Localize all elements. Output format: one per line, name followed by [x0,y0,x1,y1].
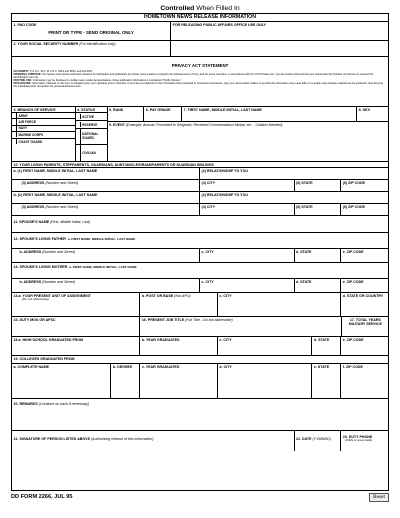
hs-year-field[interactable]: b. YEAR GRADUATED [140,337,218,355]
status-block [76,107,108,161]
rank-label: 5. RANK [109,107,124,112]
checkbox[interactable] [12,139,17,144]
total-years-field[interactable] [342,317,388,336]
post-or-base-field[interactable]: b. POST OR BASE (Not APO) [140,293,218,316]
hometown-news-release-form [11,13,389,491]
parent-a-address-field[interactable]: (3) ADDRESS (Number and Street) [12,180,200,191]
checkbox[interactable] [12,119,17,124]
signature-note: (Authorizing release of this information) [90,437,154,441]
branch-option-coast-guard[interactable]: COAST GUARD [12,139,75,145]
purpose-label: PRINCIPAL PURPOSE: [13,73,42,77]
ssn-field[interactable] [12,41,171,56]
duty-mos-label: 15. DUTY MOS OR AFSC [13,317,56,322]
parent-a-relationship-field[interactable]: (2) RELATIONSHIP TO YOU [201,168,248,173]
spouse-mother-block [12,263,388,293]
pao-use-area [171,22,388,40]
duty-phone-note: (DSN or area code) [345,438,373,443]
checkbox[interactable] [76,145,81,160]
signature-label: 21. SIGNATURE OF PERSON LISTED ABOVE [13,437,90,441]
remarks-field[interactable] [12,399,388,431]
hs-state-field[interactable]: d. STATE [312,337,341,355]
pao-use-label: FOR RELEASING PUBLIC AFFAIRS OFFICE USE ONLY [172,22,267,27]
branch-option-air-force[interactable]: AIR FORCE [12,119,75,125]
pay-grade-label: 6. PAY GRADE [145,107,171,112]
job-title-field[interactable] [140,317,342,336]
pao-code-label: 1. PAO CODE [13,22,37,27]
form-footer [11,492,389,502]
disclosure-text: Information collected on this form is released upon your signature and is voluntary. If you have no objection to the information being released to hometown businesses, sign your name below. Failure to provide the information may mean little or no public news release material can be produced, thus denying the individual public recognition for personal achievements. [13,82,383,89]
total-years-label: 17. TOTAL YEARS MILITARY SERVICE [348,317,382,326]
blocks-5-9 [108,107,389,161]
parents-label: 10. YOUR LIVING PARENTS, STEPPARENTS, GUARDIANS, AUNT/UNCLE/GRANDPARENTS OR GUARDIAN SIBLINGS [12,162,388,168]
row-block14 [12,293,388,317]
rank-field[interactable] [108,107,145,121]
row-blocks-21-23 [12,431,388,451]
row-block1 [12,22,388,41]
spouse-father-zip-field[interactable]: e. ZIP CODE [342,249,364,254]
colleges-block [12,356,388,399]
parent-b-name-field[interactable]: b. (1) FIRST NAME, MIDDLE INITIAL, LAST NAME [12,192,200,203]
spouse-name-field[interactable] [12,216,388,233]
reset-button[interactable]: Reset [369,493,389,502]
date-field[interactable] [295,431,342,451]
pay-grade-field[interactable] [144,107,182,121]
routine-use-label: ROUTINE USE: [13,79,33,83]
ssn-note: (For identification only) [79,41,116,46]
parent-a-city-field[interactable]: (4) CITY [200,180,294,191]
event-label: 9. EVENT [109,122,125,127]
spouse-father-name-field[interactable]: 12. SPOUSE'S LIVING FATHER a. FIRST NAME, MIDDLE INITIAL, LAST NAME [12,233,388,249]
college-city-field[interactable]: d. CITY [218,364,313,399]
duty-mos-field[interactable] [12,317,140,336]
checkbox[interactable] [76,114,81,119]
spouse-father-label: 12. SPOUSE'S LIVING FATHER [13,237,66,241]
privacy-title: PRIVACY ACT STATEMENT [171,63,229,68]
parent-b-address-field[interactable]: (3) ADDRESS (Number and Street) [12,204,200,215]
routine-use-text: Information may be disclosed to civilian news media representatives. Close publication information is considered "Public Opinion." [32,79,182,83]
high-school-field[interactable]: 18.a. HIGH SCHOOL GRADUATED FROM [12,337,140,355]
authority-label: AUTHORITY: [13,70,30,73]
pao-use-area-continued [171,41,388,56]
status-option-civilian[interactable]: CIVILIAN [76,145,107,161]
spouse-father-block [12,233,388,263]
college-zip-field[interactable]: f. ZIP CODE [342,364,363,369]
branch-of-service-block [12,107,76,161]
parent-b-state-field[interactable]: (5) STATE [295,204,342,215]
spouse-mother-name-field[interactable]: 13. SPOUSE'S LIVING MOTHER a. FIRST NAME, MIDDLE INITIAL, LAST NAME [12,263,388,279]
job-title-note: (Full Title - Do not abbreviate) [185,317,233,322]
remarks-label: 20. REMARKS [13,402,38,406]
unit-label: 14.a. YOUR PRESENT UNIT OF ASSIGNMENT [13,293,91,298]
checkbox[interactable] [76,122,81,127]
unit-state-or-country-field[interactable]: d. STATE OR COUNTRY [342,293,384,298]
disclosure-label: DISCLOSURE: [13,82,32,86]
hs-city-field[interactable]: c. CITY [218,337,313,355]
parent-a-name-field[interactable]: a. (1) FIRST NAME, MIDDLE INITIAL, LAST NAME [12,168,200,179]
form-title: HOMETOWN NEWS RELEASE INFORMATION [144,14,256,20]
checkbox[interactable] [76,129,81,144]
unit-city-field[interactable]: c. CITY [218,293,341,316]
date-note: (YYMMDD) [312,437,331,441]
controlled-header [11,4,389,13]
parent-b-relationship-field[interactable]: (2) RELATIONSHIP TO YOU [201,192,248,197]
unit-of-assignment-field[interactable] [12,293,140,316]
ssn-label: 2. YOUR SOCIAL SECURITY NUMBER [13,41,79,46]
branch-label: 3. BRANCH OF SERVICE [12,107,75,113]
status-option-reserve[interactable]: RESERVE [76,121,107,129]
controlled-label: Controlled [160,5,195,12]
unit-note: (Do not abbreviate) [22,296,49,301]
title-row [12,14,388,22]
job-title-label: 16. PRESENT JOB TITLE [141,317,185,322]
member-name-field[interactable] [182,107,357,121]
parent-b-city-field[interactable]: (4) CITY [200,204,294,215]
sex-field[interactable] [357,107,388,121]
checkbox[interactable] [12,126,17,131]
college-degree-field[interactable]: b. DEGREE [111,364,140,399]
duty-phone-label: 23. DUTY PHONE [342,435,373,439]
print-or-type-instruction: PRINT OR TYPE - SEND ORIGINAL ONLY [48,29,134,35]
sex-label: 8. SEX [358,107,370,112]
authority-text: 5 U.S.C. 301; 10 U.S.C. 5013 and 8034; and EO 9397. [29,70,94,73]
spouse-mother-address-field[interactable]: b. ADDRESS (Number and Street) [12,279,200,293]
duty-phone-field[interactable] [341,431,388,451]
status-label: 4. STATUS [76,107,107,113]
pao-code-field[interactable] [12,22,171,40]
branch-option-marine-corps[interactable]: MARINE CORPS [12,132,75,138]
spouse-mother-zip-field[interactable]: e. ZIP CODE [342,279,364,284]
event-field[interactable] [108,122,389,161]
form-page [11,4,389,502]
status-option-national-guard[interactable]: NATIONAL GUARD [76,129,107,145]
spouse-mother-label: 13. SPOUSE'S LIVING MOTHER [13,265,68,269]
spouse-father-address-field[interactable]: b. ADDRESS (Number and Street) [12,249,200,263]
member-name-label: 7. FIRST NAME, MIDDLE INITIAL, LAST NAME [183,107,262,112]
checkbox[interactable] [12,113,17,118]
purpose-text: To prepare news stories and news releases for distribution and publication by civilian news media to recognize the achievements of Army and Air Force members, in accordance with the 1974 Privacy Act, you are hereby informed that your Social Security Number on this form is required for identification use only. [13,73,374,80]
spouse-mother-state-field[interactable]: d. STATE [295,279,342,293]
row-blocks-15-17 [12,317,388,337]
parent-a-state-field[interactable]: (5) STATE [295,180,342,191]
row-block18 [12,337,388,356]
row-block2 [12,41,388,57]
checkbox[interactable] [12,132,17,137]
when-filled-label: When Filled In [194,5,240,12]
college-state-field[interactable]: e. STATE [312,364,341,399]
form-number: DD FORM 2266, JUL 95 [11,494,73,500]
signature-field[interactable] [12,431,295,451]
event-example: (Example: Annual; Promoted to Sergeant; Received Commendation Medal, etc. - Citation Needed) [125,122,283,127]
row-blocks-3-9 [12,107,388,162]
college-year-field[interactable]: c. YEAR GRADUATED [140,364,218,399]
parent-b-zip-field[interactable]: (6) ZIP CODE [342,204,366,209]
date-label: 22. DATE [296,437,312,441]
status-option-active[interactable]: ACTIVE [76,113,107,121]
branch-option-army[interactable]: ARMY [12,113,75,119]
spouse-mother-city-field[interactable]: c. CITY [200,279,294,293]
colleges-label: 19. COLLEGES GRADUATED FROM [13,356,75,361]
privacy-act-statement [12,63,388,107]
remarks-note: (Continue on back if necessary) [38,402,90,406]
parent-a-zip-field[interactable]: (6) ZIP CODE [342,180,366,185]
spouse-name-note: (First, Middle Initial, Last) [50,220,91,224]
spouse-name-label: 11. SPOUSE'S NAME [13,220,50,224]
spouse-father-state-field[interactable]: d. STATE [295,249,342,263]
hs-zip-field[interactable]: e. ZIP CODE [342,337,364,342]
parents-block [12,162,388,216]
spouse-father-city-field[interactable]: c. CITY [200,249,294,263]
college-name-field[interactable]: a. COMPLETE NAME [12,364,111,399]
branch-option-navy[interactable]: NAVY [12,126,75,132]
